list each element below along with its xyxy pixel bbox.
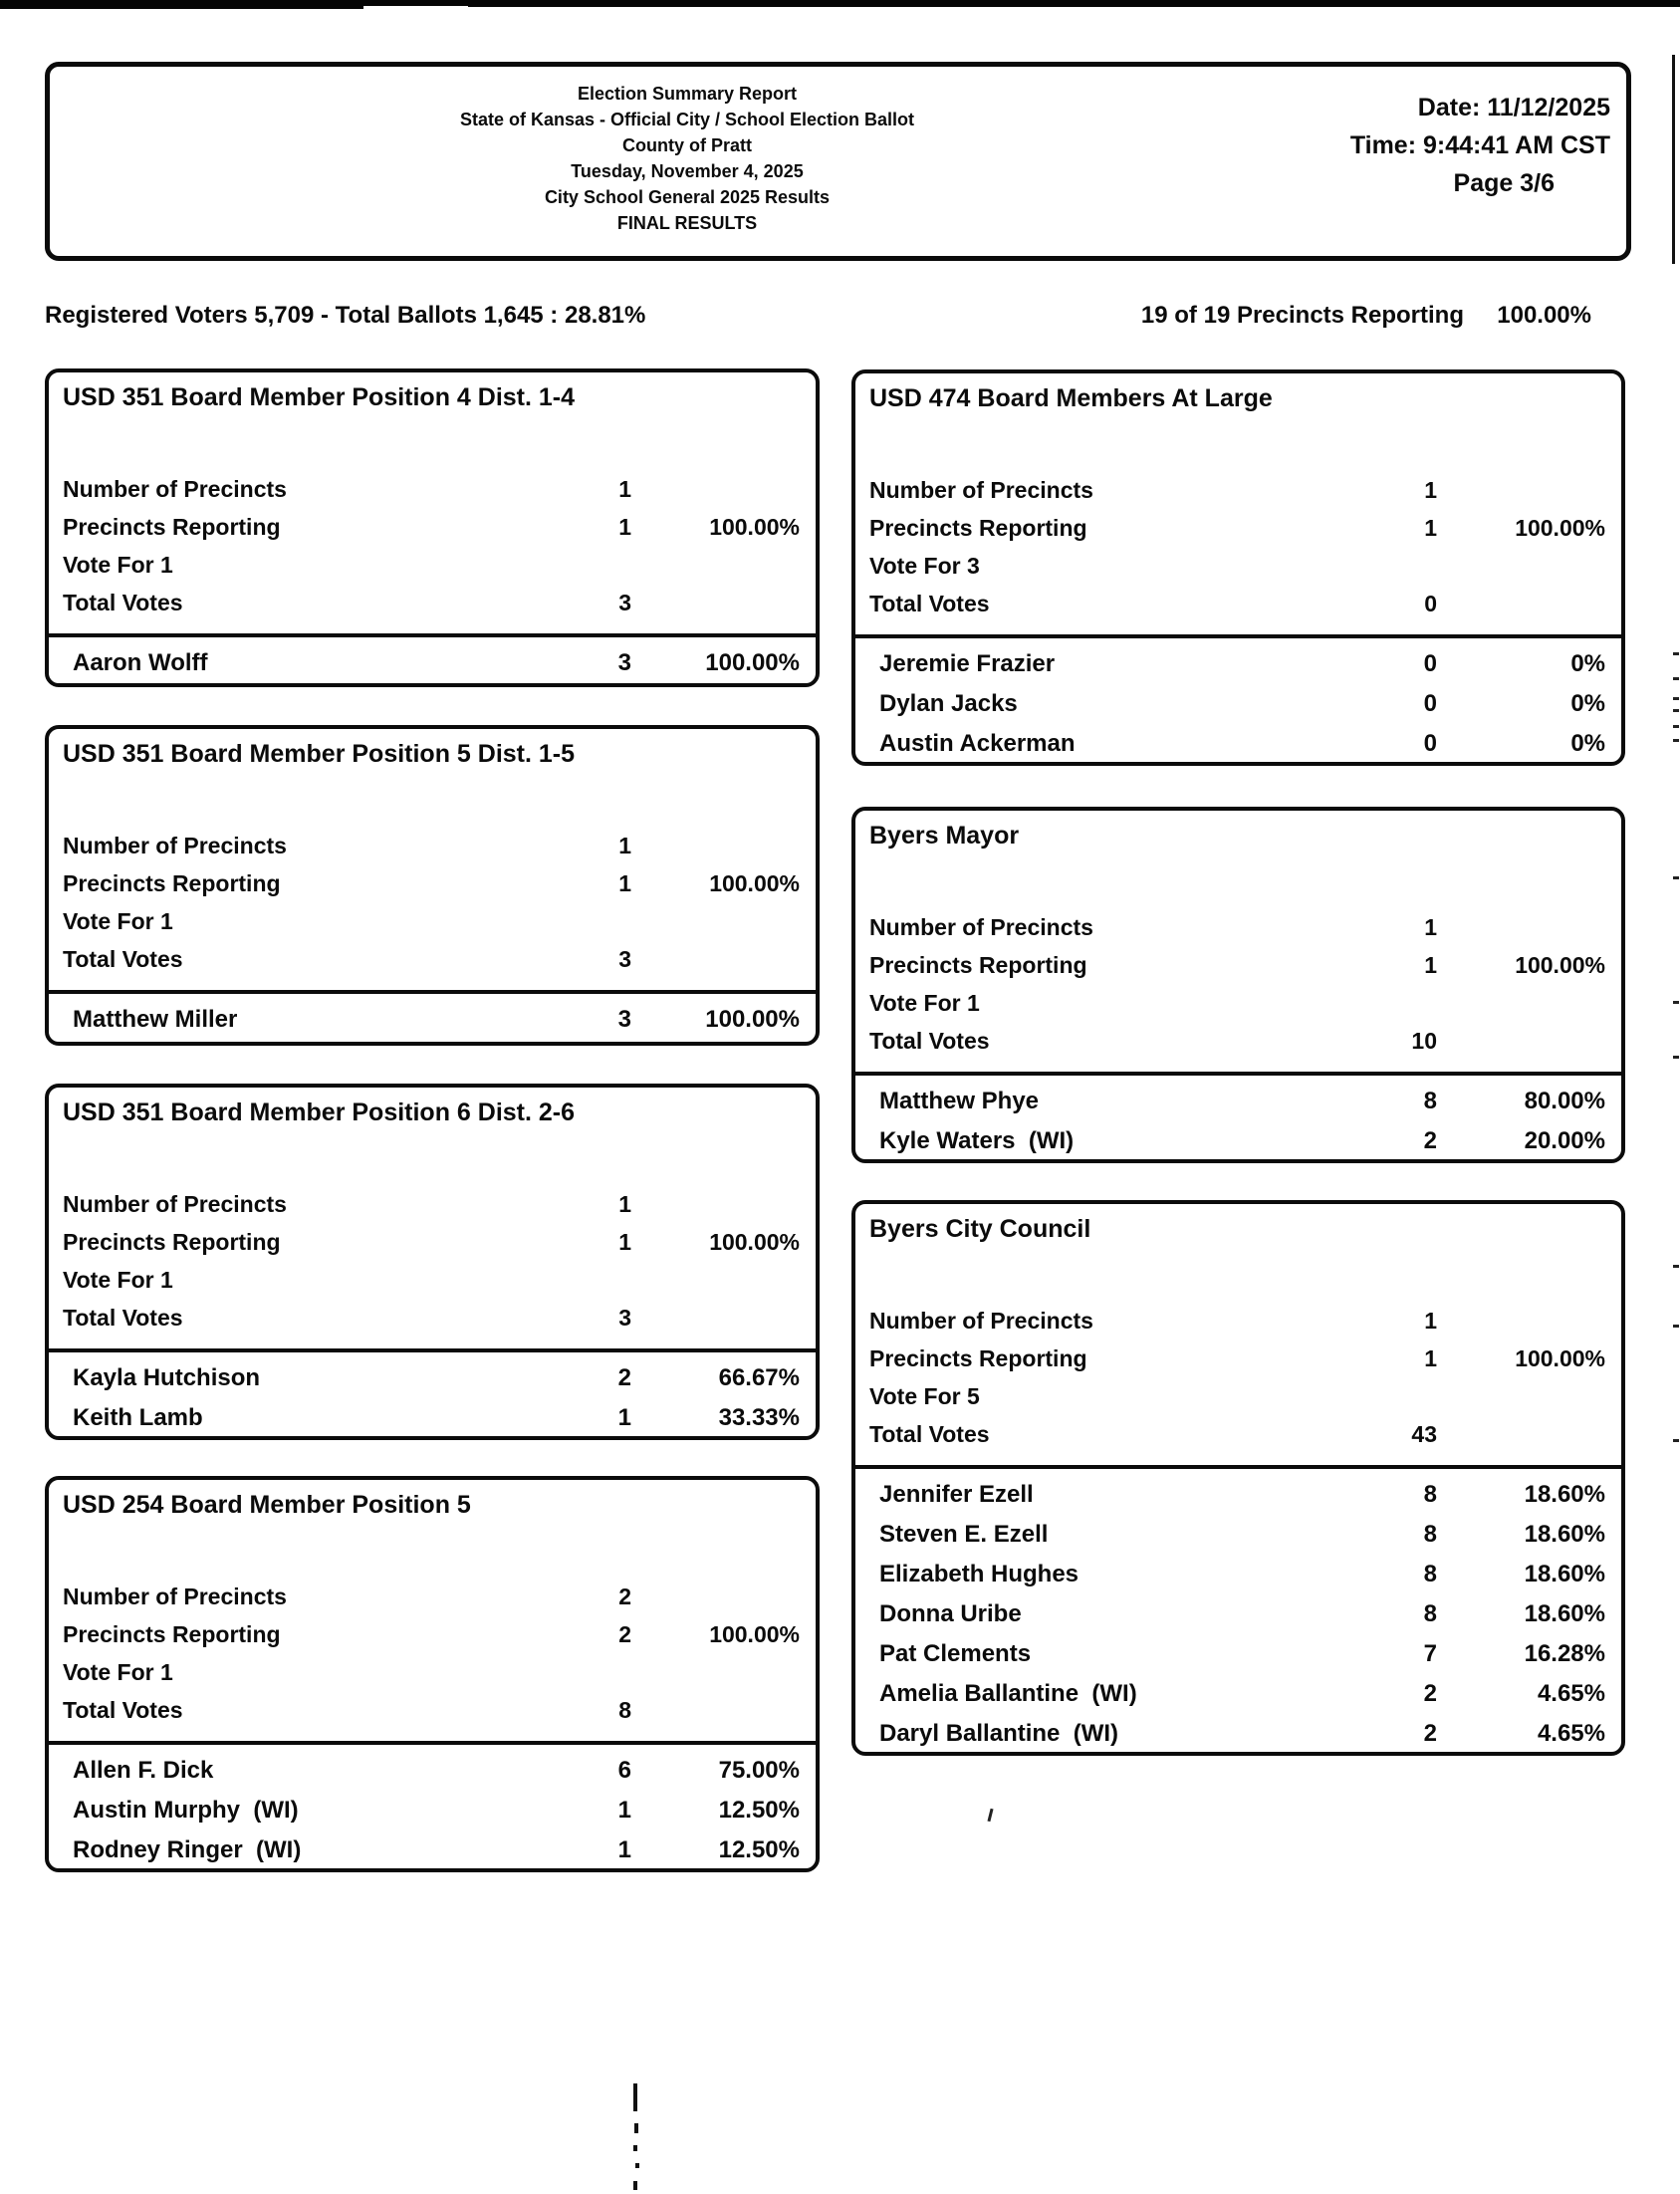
stat-row: [49, 1653, 816, 1691]
precincts-reporting-summary: 19 of 19 Precincts Reporting: [1140, 302, 1464, 329]
candidate-list: [49, 1352, 816, 1438]
stat-row: [855, 547, 1621, 585]
stat-row: [49, 508, 816, 546]
candidate-name: Allen F. Dick: [73, 1757, 214, 1784]
candidate-pct: 16.28%: [1524, 1640, 1605, 1667]
scan-artifact-tick: [1673, 1439, 1679, 1442]
vote-for-label: Vote For 1: [63, 1267, 173, 1293]
candidate-row: [49, 1000, 816, 1040]
candidate-votes: 7: [1423, 1640, 1437, 1667]
stat-row: [49, 1691, 816, 1729]
candidate-row: [855, 1594, 1621, 1634]
candidate-pct: 100.00%: [705, 649, 800, 676]
candidate-pct: 66.67%: [718, 1364, 800, 1391]
scan-artifact-dash: [633, 2181, 637, 2190]
stat-label: Precincts Reporting: [63, 1621, 281, 1647]
contest-stats: [49, 1185, 816, 1337]
stat-pct: 100.00%: [1515, 515, 1605, 541]
candidate-votes: 1: [617, 1404, 631, 1431]
stat-label: Precincts Reporting: [63, 1229, 281, 1255]
scan-artifact-top-edge-thick: [0, 5, 363, 9]
candidate-pct: 80.00%: [1524, 1088, 1605, 1114]
stat-row: [49, 1615, 816, 1653]
report-title: Election Summary Report: [577, 84, 798, 104]
report-page-number: Page 3/6: [1453, 169, 1555, 197]
candidate-list: [855, 638, 1621, 764]
stat-value: 10: [1411, 1028, 1437, 1054]
candidate-name: Austin Murphy (WI): [73, 1797, 299, 1824]
candidate-row: [49, 1398, 816, 1438]
stat-value: 1: [618, 514, 631, 540]
stat-label: Number of Precincts: [63, 833, 287, 858]
candidate-votes: 0: [1423, 730, 1437, 757]
contest-box: [851, 807, 1625, 1163]
stat-label: Precincts Reporting: [869, 1345, 1087, 1371]
candidate-row: [49, 1358, 816, 1398]
candidate-pct: 18.60%: [1524, 1561, 1605, 1587]
scan-artifact-dash: [635, 2163, 639, 2168]
scan-artifact-tick: [1673, 709, 1679, 712]
stat-value: 1: [1424, 914, 1437, 940]
contest-box: [851, 369, 1625, 766]
stat-row: [855, 1377, 1621, 1415]
stat-row: [49, 470, 816, 508]
stat-row: [49, 864, 816, 902]
stat-row: [49, 940, 816, 978]
contest-box: [851, 1200, 1625, 1756]
candidate-pct: 100.00%: [705, 1006, 800, 1033]
scan-artifact-tick: [1673, 1265, 1679, 1268]
stat-value: 2: [618, 1621, 631, 1647]
candidate-votes: 6: [617, 1757, 631, 1784]
contest-stats: [855, 471, 1621, 622]
candidate-votes: 8: [1423, 1561, 1437, 1587]
stat-row: [855, 908, 1621, 946]
candidate-row: [49, 1791, 816, 1830]
contest-title: USD 351 Board Member Position 6 Dist. 2-6: [63, 1098, 576, 1126]
candidate-row: [855, 1475, 1621, 1515]
candidate-row: [855, 1714, 1621, 1754]
scan-artifact-tick: [1673, 739, 1679, 742]
contest-title: USD 254 Board Member Position 5: [63, 1491, 471, 1519]
candidate-row: [49, 1830, 816, 1870]
stat-row: [49, 1185, 816, 1223]
scan-artifact-dash: [633, 2145, 637, 2151]
candidate-pct: 0%: [1570, 650, 1605, 677]
stat-label: Precincts Reporting: [63, 514, 281, 540]
candidate-votes: 1: [617, 1797, 631, 1824]
stat-pct: 100.00%: [709, 870, 800, 896]
stat-value: 3: [618, 590, 631, 615]
stat-value: 1: [1424, 1308, 1437, 1334]
candidate-pct: 18.60%: [1524, 1521, 1605, 1548]
candidate-votes: 2: [1423, 1127, 1437, 1154]
stat-row: [49, 1299, 816, 1337]
stat-pct: 100.00%: [709, 1229, 800, 1255]
stat-label: Number of Precincts: [869, 477, 1093, 503]
candidate-votes: 8: [1423, 1521, 1437, 1548]
contest-box: [45, 1084, 820, 1440]
scan-artifact-dash: [634, 2123, 638, 2133]
summary-row: [0, 299, 1680, 335]
stat-row: [855, 984, 1621, 1022]
precincts-reporting-pct: 100.00%: [1497, 302, 1591, 329]
candidate-name: Steven E. Ezell: [879, 1521, 1049, 1548]
stat-label: Precincts Reporting: [869, 515, 1087, 541]
candidate-votes: 3: [617, 1006, 631, 1033]
contest-stats: [49, 470, 816, 621]
stat-value: 1: [618, 833, 631, 858]
contest-title: Byers Mayor: [869, 822, 1020, 850]
candidate-name: Donna Uribe: [879, 1600, 1022, 1627]
stat-value: 0: [1424, 591, 1437, 616]
stat-label: Total Votes: [869, 1421, 990, 1447]
candidate-name: Daryl Ballantine (WI): [879, 1720, 1119, 1747]
candidate-row: [855, 1674, 1621, 1714]
scan-artifact-tick: [1673, 652, 1679, 655]
contest-stats: [49, 827, 816, 978]
vote-for-label: Vote For 1: [63, 908, 173, 934]
stat-value: 3: [618, 946, 631, 972]
scan-artifact-right-line: [1672, 55, 1675, 264]
candidate-votes: 1: [617, 1836, 631, 1863]
stat-label: Number of Precincts: [869, 1308, 1093, 1334]
candidate-name: Rodney Ringer (WI): [73, 1836, 302, 1863]
candidate-pct: 33.33%: [718, 1404, 800, 1431]
candidate-list: [49, 1745, 816, 1870]
candidate-votes: 8: [1423, 1481, 1437, 1508]
stat-pct: 100.00%: [1515, 952, 1605, 978]
scan-artifact-tick: [1673, 677, 1679, 680]
report-final-results: FINAL RESULTS: [616, 213, 758, 233]
contest-title: USD 474 Board Members At Large: [869, 384, 1273, 412]
stat-value: 1: [1424, 477, 1437, 503]
candidate-name: Elizabeth Hughes: [879, 1561, 1080, 1587]
stat-pct: 100.00%: [1515, 1345, 1605, 1371]
stat-label: Precincts Reporting: [869, 952, 1087, 978]
stat-pct: 100.00%: [709, 1621, 800, 1647]
stat-pct: 100.00%: [709, 514, 800, 540]
report-date: Date: 11/12/2025: [1417, 94, 1610, 122]
candidate-pct: 4.65%: [1537, 1720, 1605, 1747]
report-header-box: [45, 62, 1631, 261]
stat-label: Total Votes: [63, 1697, 183, 1723]
candidate-votes: 0: [1423, 690, 1437, 717]
stat-label: Total Votes: [63, 946, 183, 972]
stat-row: [49, 902, 816, 940]
stat-value: 1: [1424, 515, 1437, 541]
stat-row: [855, 585, 1621, 622]
report-election-date: Tuesday, November 4, 2025: [571, 161, 804, 181]
candidate-name: Austin Ackerman: [879, 730, 1076, 757]
scan-artifact-tick: [1673, 876, 1679, 879]
candidate-row: [855, 1121, 1621, 1161]
stat-label: Precincts Reporting: [63, 870, 281, 896]
stat-row: [855, 1302, 1621, 1340]
stat-row: [49, 827, 816, 864]
stat-value: 43: [1411, 1421, 1437, 1447]
scan-artifact-top-edge-thin: [468, 5, 1680, 7]
report-subtitle: State of Kansas - Official City / School Election Ballot: [459, 110, 915, 129]
stat-value: 1: [618, 1229, 631, 1255]
contest-title: Byers City Council: [869, 1215, 1091, 1243]
candidate-pct: 4.65%: [1537, 1680, 1605, 1707]
vote-for-label: Vote For 3: [869, 553, 980, 579]
candidate-pct: 12.50%: [718, 1836, 800, 1863]
stat-value: 3: [618, 1305, 631, 1331]
stat-label: Total Votes: [63, 590, 183, 615]
candidate-row: [855, 724, 1621, 764]
candidate-votes: 2: [1423, 1720, 1437, 1747]
report-header-meta: [1350, 89, 1610, 202]
stat-row: [855, 1022, 1621, 1060]
contest-box: [45, 725, 820, 1046]
candidate-name: Kayla Hutchison: [73, 1364, 261, 1391]
candidate-row: [855, 1634, 1621, 1674]
candidate-row: [855, 684, 1621, 724]
stat-value: 1: [618, 1191, 631, 1217]
stat-label: Total Votes: [869, 1028, 990, 1054]
candidate-pct: 0%: [1570, 730, 1605, 757]
candidate-list: [855, 1076, 1621, 1161]
stat-value: 8: [618, 1697, 631, 1723]
registered-voters-summary: Registered Voters 5,709 - Total Ballots 1,645 : 28.81%: [45, 302, 646, 329]
candidate-votes: 3: [617, 649, 631, 676]
contest-stats: [855, 1302, 1621, 1453]
scan-artifact-tick: [1673, 697, 1679, 700]
candidate-name: Kyle Waters (WI): [879, 1127, 1075, 1154]
vote-for-label: Vote For 5: [869, 1383, 980, 1409]
report-results-name: City School General 2025 Results: [544, 187, 831, 207]
candidate-pct: 0%: [1570, 690, 1605, 717]
candidate-name: Dylan Jacks: [879, 690, 1018, 717]
vote-for-label: Vote For 1: [63, 1659, 173, 1685]
candidate-name: Pat Clements: [879, 1640, 1032, 1667]
contest-title: USD 351 Board Member Position 5 Dist. 1-5: [63, 740, 576, 768]
candidate-row: [855, 1515, 1621, 1555]
candidate-votes: 0: [1423, 650, 1437, 677]
stat-row: [855, 471, 1621, 509]
stat-row: [49, 584, 816, 621]
candidate-row: [855, 644, 1621, 684]
scan-artifact-tick: [1673, 1325, 1679, 1328]
stat-row: [855, 1415, 1621, 1453]
candidate-list: [855, 1469, 1621, 1754]
candidate-pct: 75.00%: [718, 1757, 800, 1784]
stat-row: [49, 546, 816, 584]
stat-label: Number of Precincts: [63, 1191, 287, 1217]
vote-for-label: Vote For 1: [869, 990, 980, 1016]
stat-value: 1: [618, 870, 631, 896]
candidate-name: Matthew Miller: [73, 1006, 238, 1033]
candidate-votes: 2: [617, 1364, 631, 1391]
scan-artifact-tick: [1673, 1056, 1679, 1059]
scan-artifact-tick: [1673, 725, 1679, 728]
vote-for-label: Vote For 1: [63, 552, 173, 578]
scan-artifact-slash: [987, 1809, 993, 1822]
candidate-pct: 12.50%: [718, 1797, 800, 1824]
candidate-pct: 18.60%: [1524, 1600, 1605, 1627]
contest-box: [45, 368, 820, 687]
candidate-votes: 8: [1423, 1088, 1437, 1114]
contest-stats: [855, 908, 1621, 1060]
candidate-row: [855, 1082, 1621, 1121]
candidate-name: Jennifer Ezell: [879, 1481, 1034, 1508]
contest-title: USD 351 Board Member Position 4 Dist. 1-4: [63, 383, 576, 411]
stat-value: 2: [618, 1584, 631, 1609]
candidate-name: Keith Lamb: [73, 1404, 203, 1431]
report-county: County of Pratt: [622, 135, 752, 155]
stat-value: 1: [1424, 952, 1437, 978]
stat-row: [855, 509, 1621, 547]
scan-artifact-dash: [633, 2083, 637, 2111]
candidate-votes: 2: [1423, 1680, 1437, 1707]
contest-box: [45, 1476, 820, 1872]
scan-artifact-tick: [1673, 1001, 1679, 1004]
stat-row: [49, 1261, 816, 1299]
stat-label: Total Votes: [63, 1305, 183, 1331]
stat-value: 1: [1424, 1345, 1437, 1371]
stat-row: [49, 1223, 816, 1261]
candidate-name: Amelia Ballantine (WI): [879, 1680, 1137, 1707]
candidate-name: Aaron Wolff: [73, 649, 208, 676]
stat-row: [855, 1340, 1621, 1377]
candidate-pct: 20.00%: [1524, 1127, 1605, 1154]
stat-label: Number of Precincts: [63, 1584, 287, 1609]
candidate-row: [855, 1555, 1621, 1594]
candidate-pct: 18.60%: [1524, 1481, 1605, 1508]
stat-row: [855, 946, 1621, 984]
stat-label: Number of Precincts: [63, 476, 287, 502]
stat-value: 1: [618, 476, 631, 502]
report-time: Time: 9:44:41 AM CST: [1349, 131, 1610, 159]
candidate-list: [49, 637, 816, 683]
candidate-name: Jeremie Frazier: [879, 650, 1056, 677]
candidate-list: [49, 994, 816, 1040]
candidate-row: [49, 1751, 816, 1791]
candidate-votes: 8: [1423, 1600, 1437, 1627]
candidate-name: Matthew Phye: [879, 1088, 1040, 1114]
report-header-center: [259, 81, 1115, 236]
contest-stats: [49, 1578, 816, 1729]
candidate-row: [49, 643, 816, 683]
stat-label: Number of Precincts: [869, 914, 1093, 940]
stat-label: Total Votes: [869, 591, 990, 616]
stat-row: [49, 1578, 816, 1615]
